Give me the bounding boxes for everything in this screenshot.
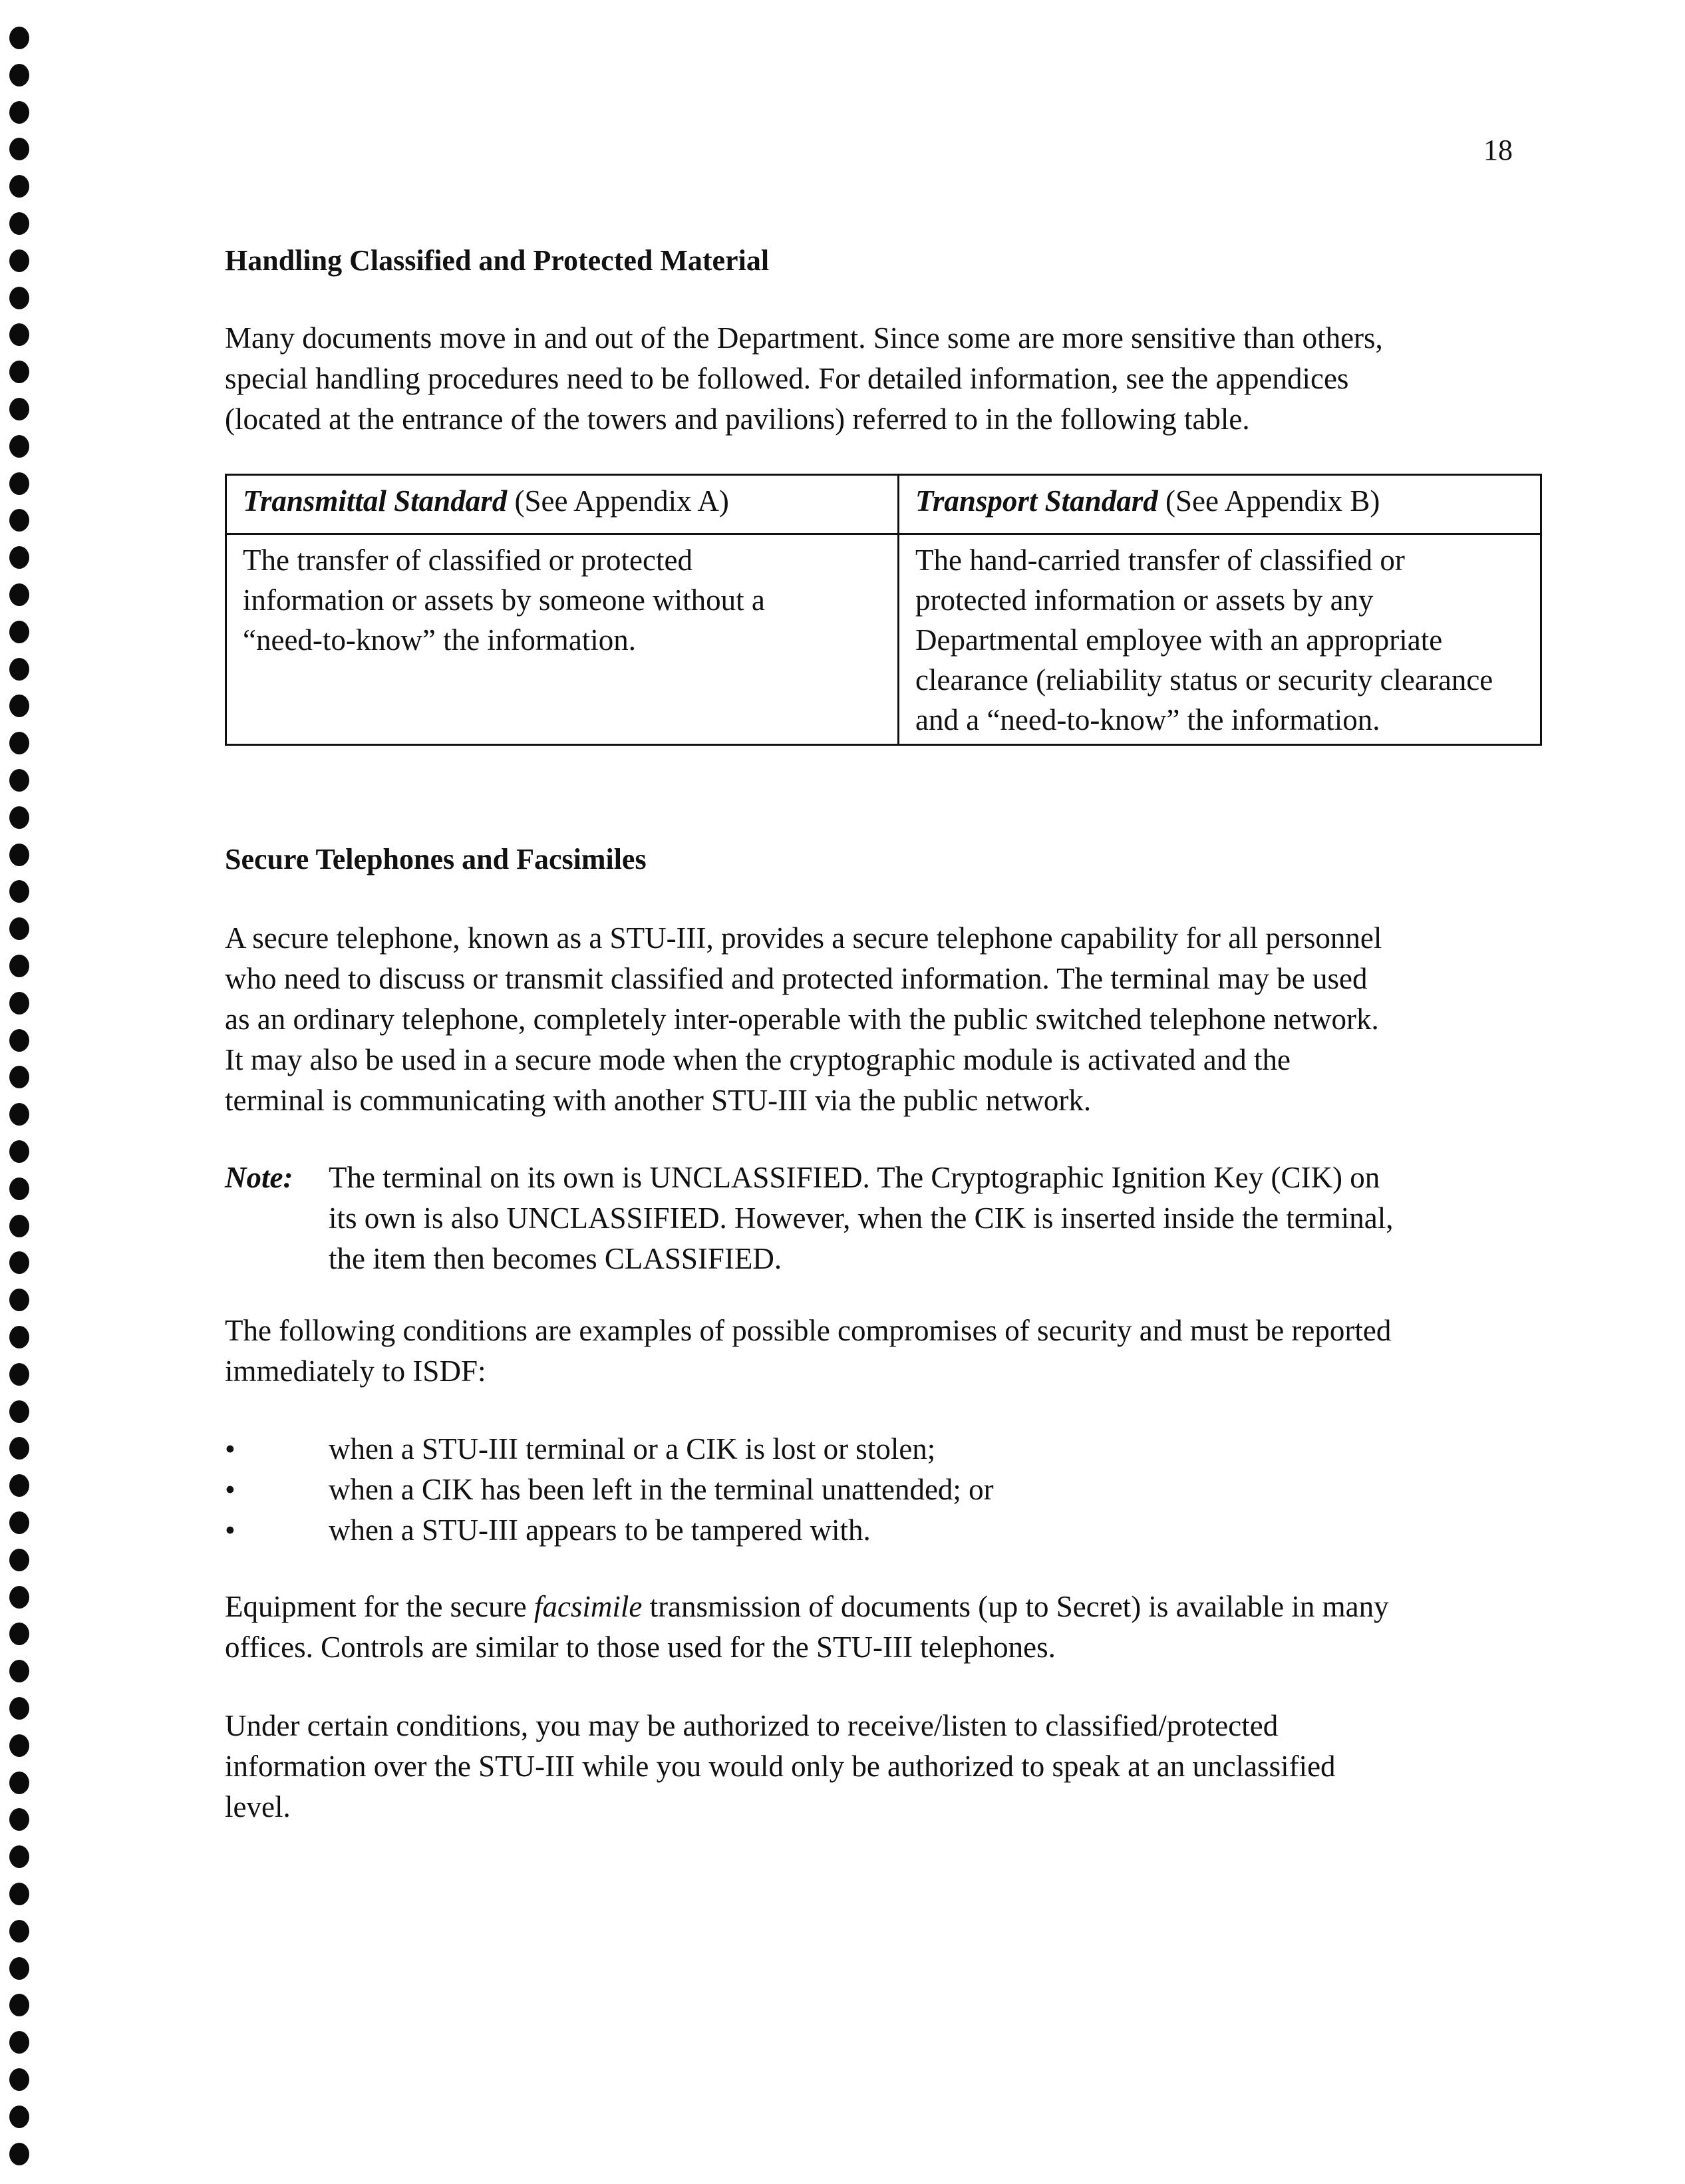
binder-hole (9, 435, 29, 458)
cell-line: The transfer of classified or protected (243, 544, 692, 577)
binder-holes (0, 0, 40, 2184)
cell-line: and a “need-to-know” the information. (915, 703, 1380, 736)
binder-hole (9, 583, 29, 606)
binder-hole (9, 361, 29, 383)
cell-line: protected information or assets by any (915, 583, 1374, 617)
standards-table (225, 474, 1542, 746)
cell-line: Departmental employee with an appropriate (915, 623, 1443, 657)
page-number: 18 (1483, 134, 1513, 166)
text-line: A secure telephone, known as a STU-III, provides a secure telephone capability for all personnel (225, 921, 1382, 955)
section-heading-secure-telephones: Secure Telephones and Facsimiles (225, 843, 647, 875)
final-paragraph (225, 1706, 1542, 1827)
text-line: special handling procedures need to be followed. For detailed information, see the appendices (225, 362, 1349, 395)
text-line: immediately to ISDF: (225, 1354, 486, 1388)
binder-hole (9, 1511, 29, 1534)
list-item-text: when a CIK has been left in the terminal unattended; or (329, 1473, 994, 1506)
binder-hole (9, 1437, 29, 1460)
binder-hole (9, 1029, 29, 1052)
binder-hole (9, 1215, 29, 1237)
header-suffix: (See Appendix A) (507, 484, 729, 518)
text-line: the item then becomes CLASSIFIED. (329, 1242, 782, 1275)
binder-hole (9, 1251, 29, 1274)
binder-hole (9, 27, 29, 49)
note-label: Note: (225, 1161, 293, 1194)
binder-hole (9, 917, 29, 940)
table-cell-transmittal (226, 534, 899, 745)
header-title: Transport Standard (915, 484, 1158, 518)
stu-paragraph (225, 918, 1542, 1121)
binder-hole (9, 1586, 29, 1609)
binder-hole (9, 1994, 29, 2016)
text-line: Under certain conditions, you may be authorized to receive/listen to classified/protected (225, 1709, 1279, 1742)
text-line: level. (225, 1790, 291, 1823)
binder-hole (9, 398, 29, 420)
conditions-paragraph (225, 1311, 1542, 1392)
binder-hole (9, 1140, 29, 1163)
binder-hole (9, 992, 29, 1014)
binder-hole (9, 1363, 29, 1386)
binder-hole (9, 2068, 29, 2091)
table-row (226, 534, 1541, 745)
binder-hole (9, 1920, 29, 1943)
list-item (225, 1470, 994, 1510)
binder-hole (9, 732, 29, 754)
table-header-row (226, 475, 1541, 534)
binder-hole (9, 658, 29, 681)
binder-hole (9, 212, 29, 235)
binder-hole (9, 101, 29, 124)
cell-line: “need-to-know” the information. (243, 623, 637, 657)
binder-hole (9, 138, 29, 160)
bullet-icon: • (225, 1473, 235, 1506)
binder-hole (9, 1326, 29, 1348)
text-line: (located at the entrance of the towers and pavilions) referred to in the following table. (225, 402, 1250, 436)
facsimile-paragraph (225, 1587, 1542, 1668)
binder-hole (9, 2106, 29, 2128)
bullet-icon: • (225, 1513, 235, 1547)
binder-hole (9, 64, 29, 86)
text-line: information over the STU-III while you would only be authorized to speak at an unclassified (225, 1750, 1336, 1783)
binder-hole (9, 287, 29, 309)
binder-hole (9, 323, 29, 346)
text-line: as an ordinary telephone, completely inter-operable with the public switched telephone network. (225, 1003, 1379, 1036)
binder-hole (9, 175, 29, 198)
list-item-text: when a STU-III appears to be tampered with. (329, 1513, 871, 1547)
text-line: Many documents move in and out of the Department. Since some are more sensitive than others, (225, 321, 1383, 355)
binder-hole (9, 1177, 29, 1200)
binder-hole (9, 1474, 29, 1497)
table-header-transport (899, 475, 1541, 534)
binder-hole (9, 472, 29, 495)
binder-hole (9, 1772, 29, 1794)
cell-line: The hand-carried transfer of classified or (915, 544, 1405, 577)
text-line: offices. Controls are similar to those used for the STU-III telephones. (225, 1631, 1056, 1664)
bullet-icon: • (225, 1432, 235, 1466)
binder-hole (9, 1734, 29, 1757)
cell-line: information or assets by someone without a (243, 583, 765, 617)
header-title: Transmittal Standard (243, 484, 508, 518)
text-line: who need to discuss or transmit classified and protected information. The terminal may be used (225, 962, 1368, 995)
conditions-list (225, 1429, 994, 1551)
binder-hole (9, 1400, 29, 1423)
binder-hole (9, 1697, 29, 1720)
text-line: The following conditions are examples of possible compromises of security and must be reported (225, 1314, 1392, 1347)
list-item (225, 1429, 994, 1470)
binder-hole (9, 806, 29, 829)
text-line: The terminal on its own is UNCLASSIFIED. The Cryptographic Ignition Key (CIK) on (329, 1161, 1380, 1194)
text-line (225, 1587, 1542, 1627)
text-line: its own is also UNCLASSIFIED. However, when the CIK is inserted inside the terminal, (329, 1201, 1394, 1235)
table-cell-transport (899, 534, 1541, 745)
binder-hole (9, 1660, 29, 1682)
binder-hole (9, 1808, 29, 1831)
text-run-italic: facsimile (534, 1590, 643, 1623)
table-header-transmittal (226, 475, 899, 534)
binder-hole (9, 1883, 29, 1905)
text-run: transmission of documents (up to Secret) is available in many (642, 1590, 1389, 1623)
binder-hole (9, 880, 29, 903)
binder-hole (9, 844, 29, 866)
list-item-text: when a STU-III terminal or a CIK is lost or stolen; (329, 1432, 936, 1466)
cell-line: clearance (reliability status or security clearance (915, 663, 1493, 697)
binder-hole (9, 621, 29, 643)
header-suffix: (See Appendix B) (1157, 484, 1380, 518)
binder-hole (9, 2031, 29, 2054)
text-line: terminal is communicating with another STU-III via the public network. (225, 1084, 1092, 1117)
binder-hole (9, 1103, 29, 1126)
binder-hole (9, 2143, 29, 2165)
intro-paragraph (225, 318, 1542, 440)
binder-hole (9, 955, 29, 977)
binder-hole (9, 1623, 29, 1645)
binder-hole (9, 249, 29, 272)
binder-hole (9, 1066, 29, 1088)
text-line: It may also be used in a secure mode when the cryptographic module is activated and the (225, 1043, 1291, 1076)
binder-hole (9, 509, 29, 532)
text-run: Equipment for the secure (225, 1590, 534, 1623)
binder-hole (9, 1289, 29, 1311)
note-body (329, 1158, 1546, 1279)
binder-hole (9, 1549, 29, 1571)
list-item (225, 1510, 994, 1551)
section-heading-handling: Handling Classified and Protected Material (225, 244, 770, 277)
binder-hole (9, 546, 29, 569)
binder-hole (9, 769, 29, 792)
binder-hole (9, 695, 29, 717)
binder-hole (9, 1845, 29, 1868)
binder-hole (9, 1957, 29, 1980)
